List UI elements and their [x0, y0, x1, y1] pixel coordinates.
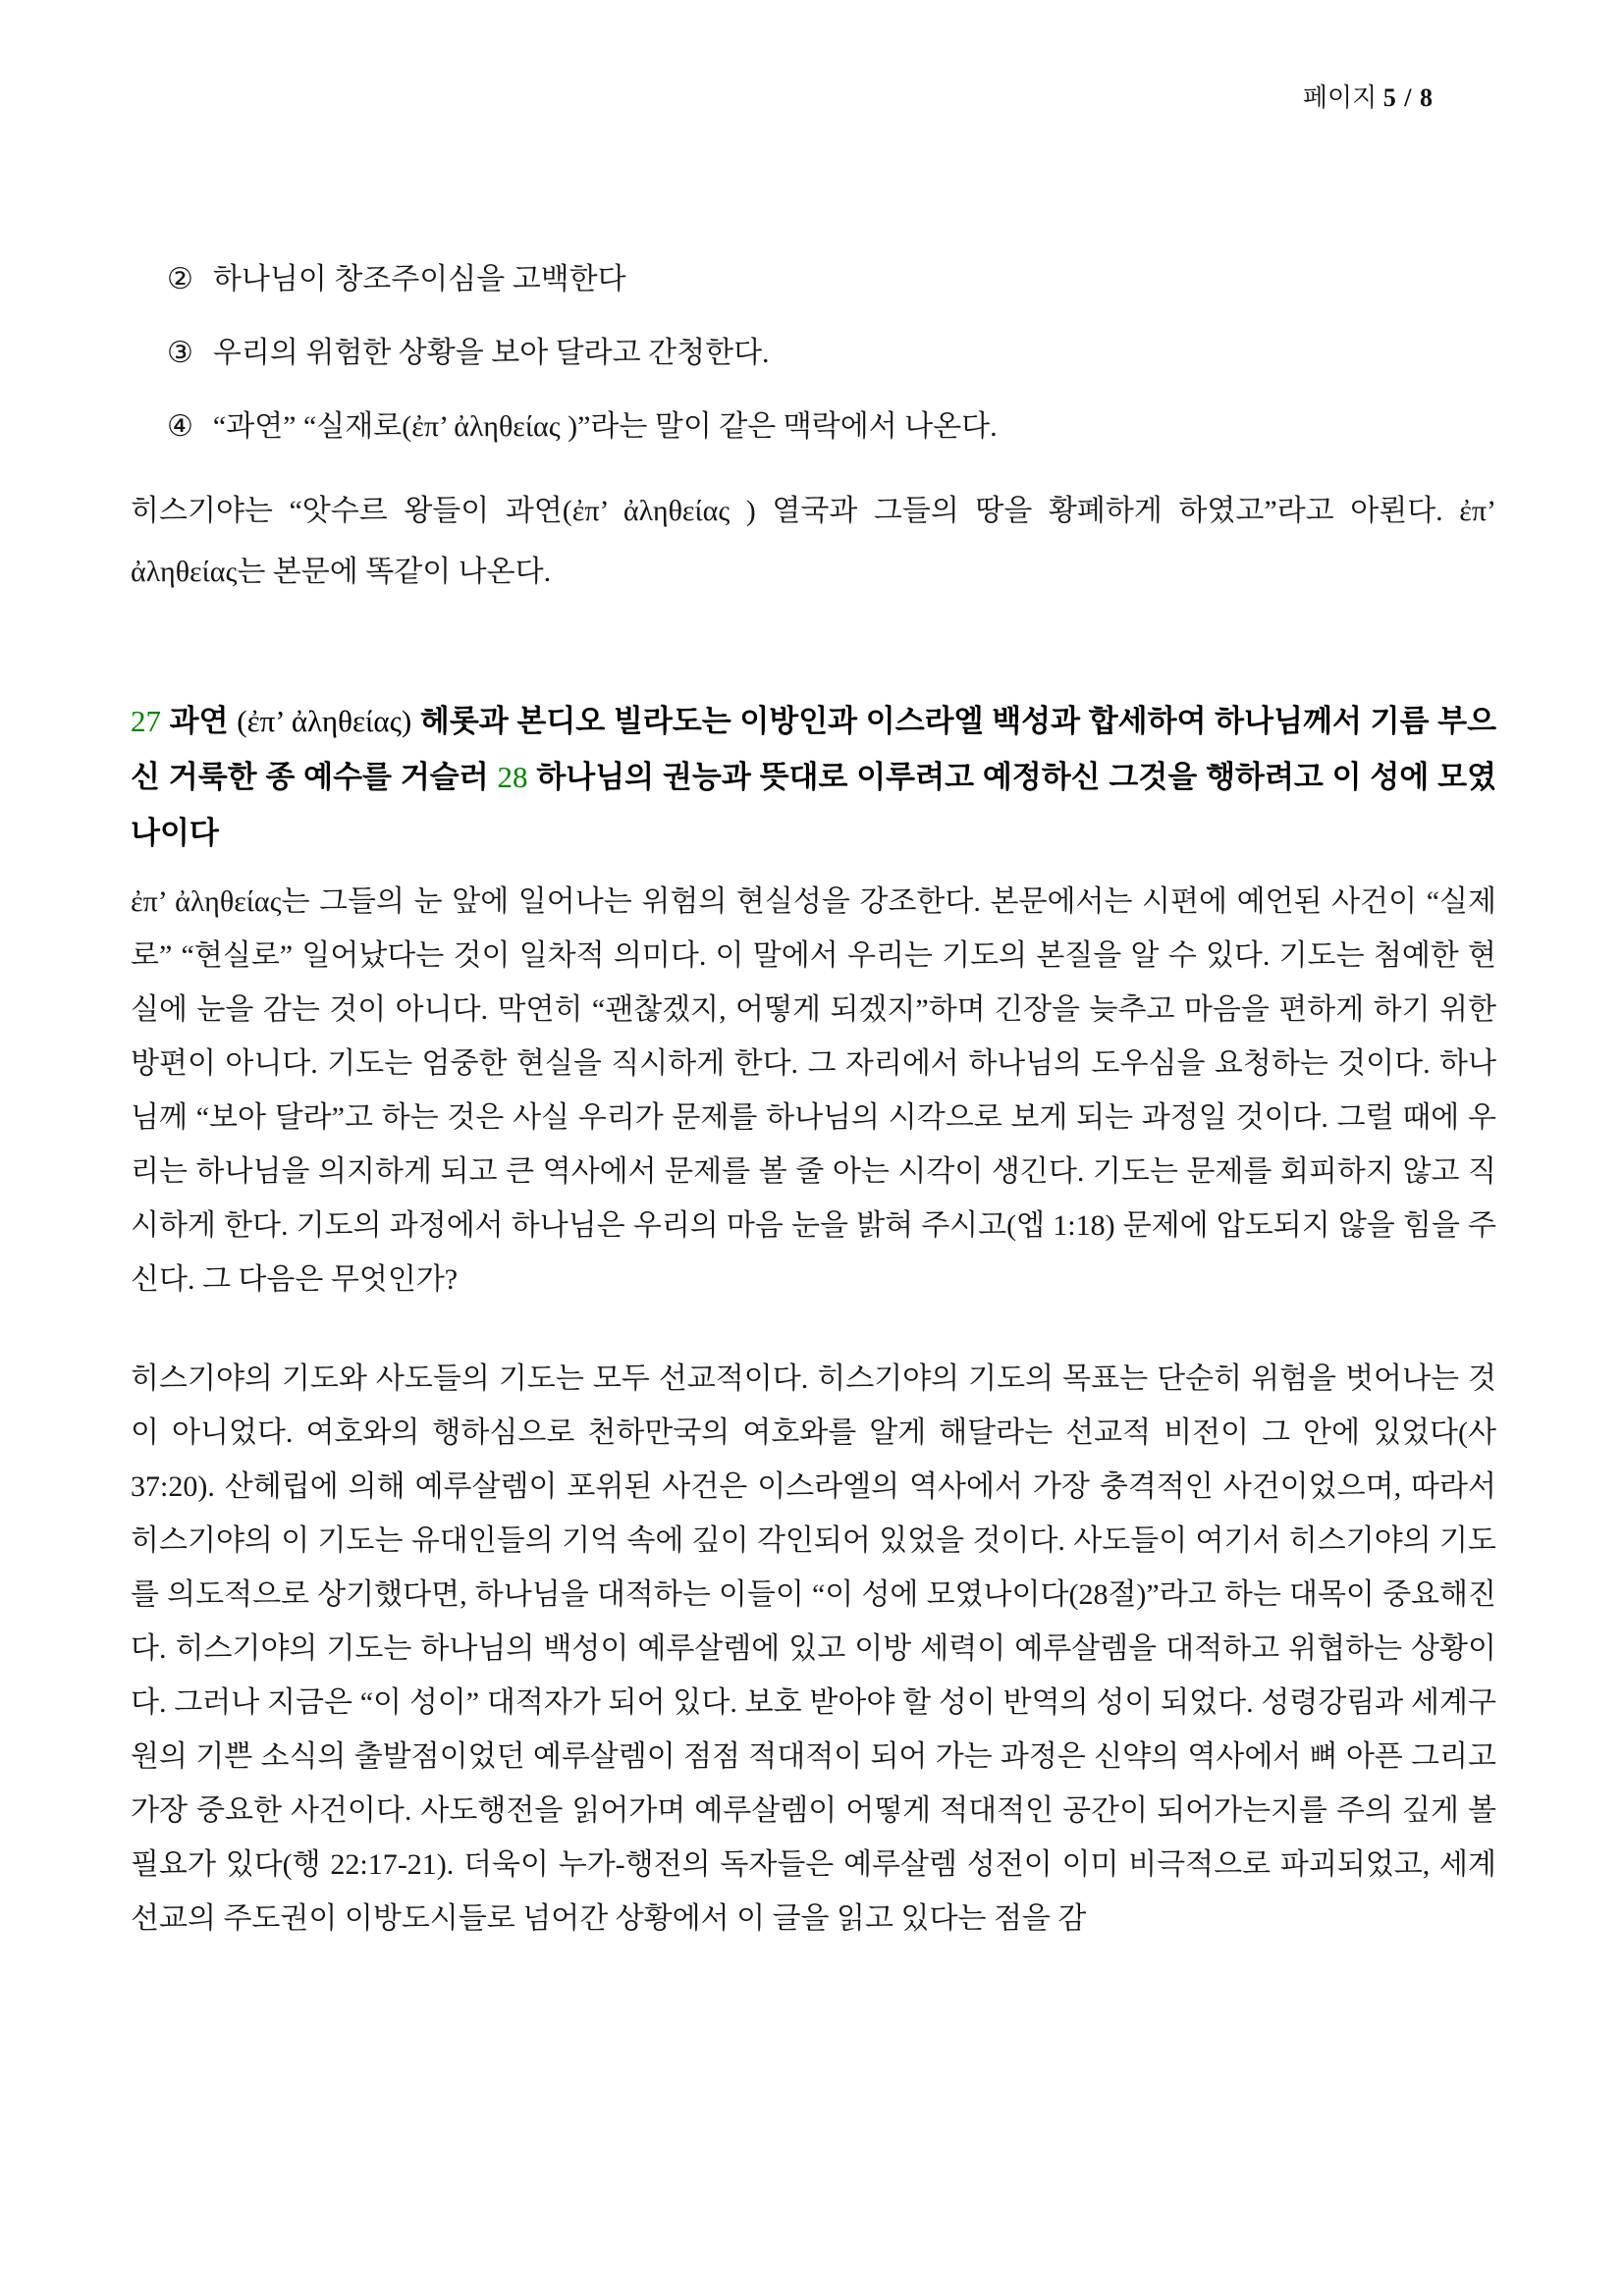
- numbered-list: [131, 260, 1496, 447]
- commentary-paragraph-1: ἐπ’ ἀληθείας는 그들의 눈 앞에 일어나는 위험의 현실성을 강조한다. 본문에서는 시편에 예언된 사건이 “실제로” “현실로” 일어났다는 것이 일차적 의미다. 이 말에서 우리는 기도의 본질을 알 수 있다. 기도는 첨예한 현실에 눈을 감는 것이 아니다. 막연히 “괜찮겠지, 어떻게 되겠지”하며 긴장을 늦추고 마음을 편하게 하기 위한 방편이 아니다. 기도는 엄중한 현실을 직시하게 한다. 그 자리에서 하나님의 도우심을 요청하는 것이다. 하나님께 “보아 달라”고 하는 것은 사실 우리가 문제를 하나님의 시각으로 보게 되는 과정일 것이다. 그럴 때에 우리는 하나님을 의지하게 되고 큰 역사에서 문제를 볼 줄 아는 시각이 생긴다. 기도는 문제를 회피하지 않고 직시하게 한다. 기도의 과정에서 하나님은 우리의 마음 눈을 밝혀 주시고(엡 1:18) 문제에 압도되지 않을 힘을 주신다. 그 다음은 무엇인가?: [131, 885, 1496, 1297]
- verse-block: [131, 693, 1496, 861]
- verse-28-text: 하나님의 권능과 뜻대로 이루려고 예정하신 그것을 행하려고 이 성에 모였나이다: [131, 760, 1497, 851]
- list-item: [167, 407, 1496, 447]
- verse-27-text-pre: 과연: [169, 704, 229, 739]
- verse-number-27: 27: [131, 704, 161, 739]
- list-item-marker: ④: [167, 410, 193, 444]
- list-item-text: 하나님이 창조주이심을 고백한다: [212, 263, 626, 296]
- list-item-text: “과연” “실재로(ἐπ’ ἀληθείας )”라는 말이 같은 맥락에서 나온다.: [212, 410, 998, 444]
- commentary-paragraph-2: 히스기야의 기도와 사도들의 기도는 모두 선교적이다. 히스기야의 기도의 목표는 단순히 위험을 벗어나는 것이 아니었다. 여호와의 행하심으로 천하만국의 여호와를 알게 해달라는 선교적 비전이 그 안에 있었다(사 37:20). 산헤립에 의해 예루살렘이 포위된 사건은 이스라엘의 역사에서 가장 충격적인 사건이었으며, 따라서 히스기야의 이 기도는 유대인들의 기억 속에 깊이 각인되어 있었을 것이다. 사도들이 여기서 히스기야의 기도를 의도적으로 상기했다면, 하나님을 대적하는 이들이 “이 성에 모였나이다(28절)”라고 하는 대목이 중요해진다. 히스기야의 기도는 하나님의 백성이 예루살렘에 있고 이방 세력이 예루살렘을 대적하고 위협하는 상황이다. 그러나 지금은 “이 성이” 대적자가 되어 있다. 보호 받아야 할 성이 반역의 성이 되었다. 성령강림과 세계구원의 기쁜 소식의 출발점이었던 예루살렘이 점점 적대적이 되어 가는 과정은 신약의 역사에서 뼈 아픈 그리고 가장 중요한 사건이다. 사도행전을 읽어가며 예루살렘이 어떻게 적대적인 공간이 되어가는지를 주의 깊게 볼 필요가 있다(행 22:17-21). 더욱이 누가-행전의 독자들은 예루살렘 성전이 이미 비극적으로 파괴되었고, 세계선교의 주도권이 이방도시들로 넘어간 상황에서 이 글을 읽고 있다는 점을 감: [131, 1362, 1496, 1936]
- page-number-header: [131, 82, 1496, 113]
- verse-27-greek-phrase: (ἐπ’ ἀληθείας): [237, 704, 412, 739]
- list-item-text: 우리의 위험한 상황을 보아 달라고 간청한다.: [212, 337, 770, 370]
- page-label: 페이지: [1302, 83, 1378, 112]
- list-item: [167, 334, 1496, 373]
- list-item-marker: ②: [167, 263, 193, 296]
- list-item: [167, 260, 1496, 299]
- intro-paragraph: 히스기야는 “앗수르 왕들이 과연(ἐπ’ ἀληθείας ) 열국과 그들의 땅을 황폐하게 하였고”라고 아뢴다. ἐπ’ ἀληθείας는 본문에 똑같이 나온다.: [131, 495, 1496, 589]
- verse-27-text: 헤롯과 본디오 빌라도는 이방인과 이스라엘 백성과 합세하여 하나님께서 기름 부으신 거룩한 종 예수를 거슬러: [131, 704, 1497, 795]
- page-value: 5 / 8: [1382, 83, 1434, 112]
- list-item-marker: ③: [167, 337, 193, 370]
- verse-number-28: 28: [497, 760, 528, 795]
